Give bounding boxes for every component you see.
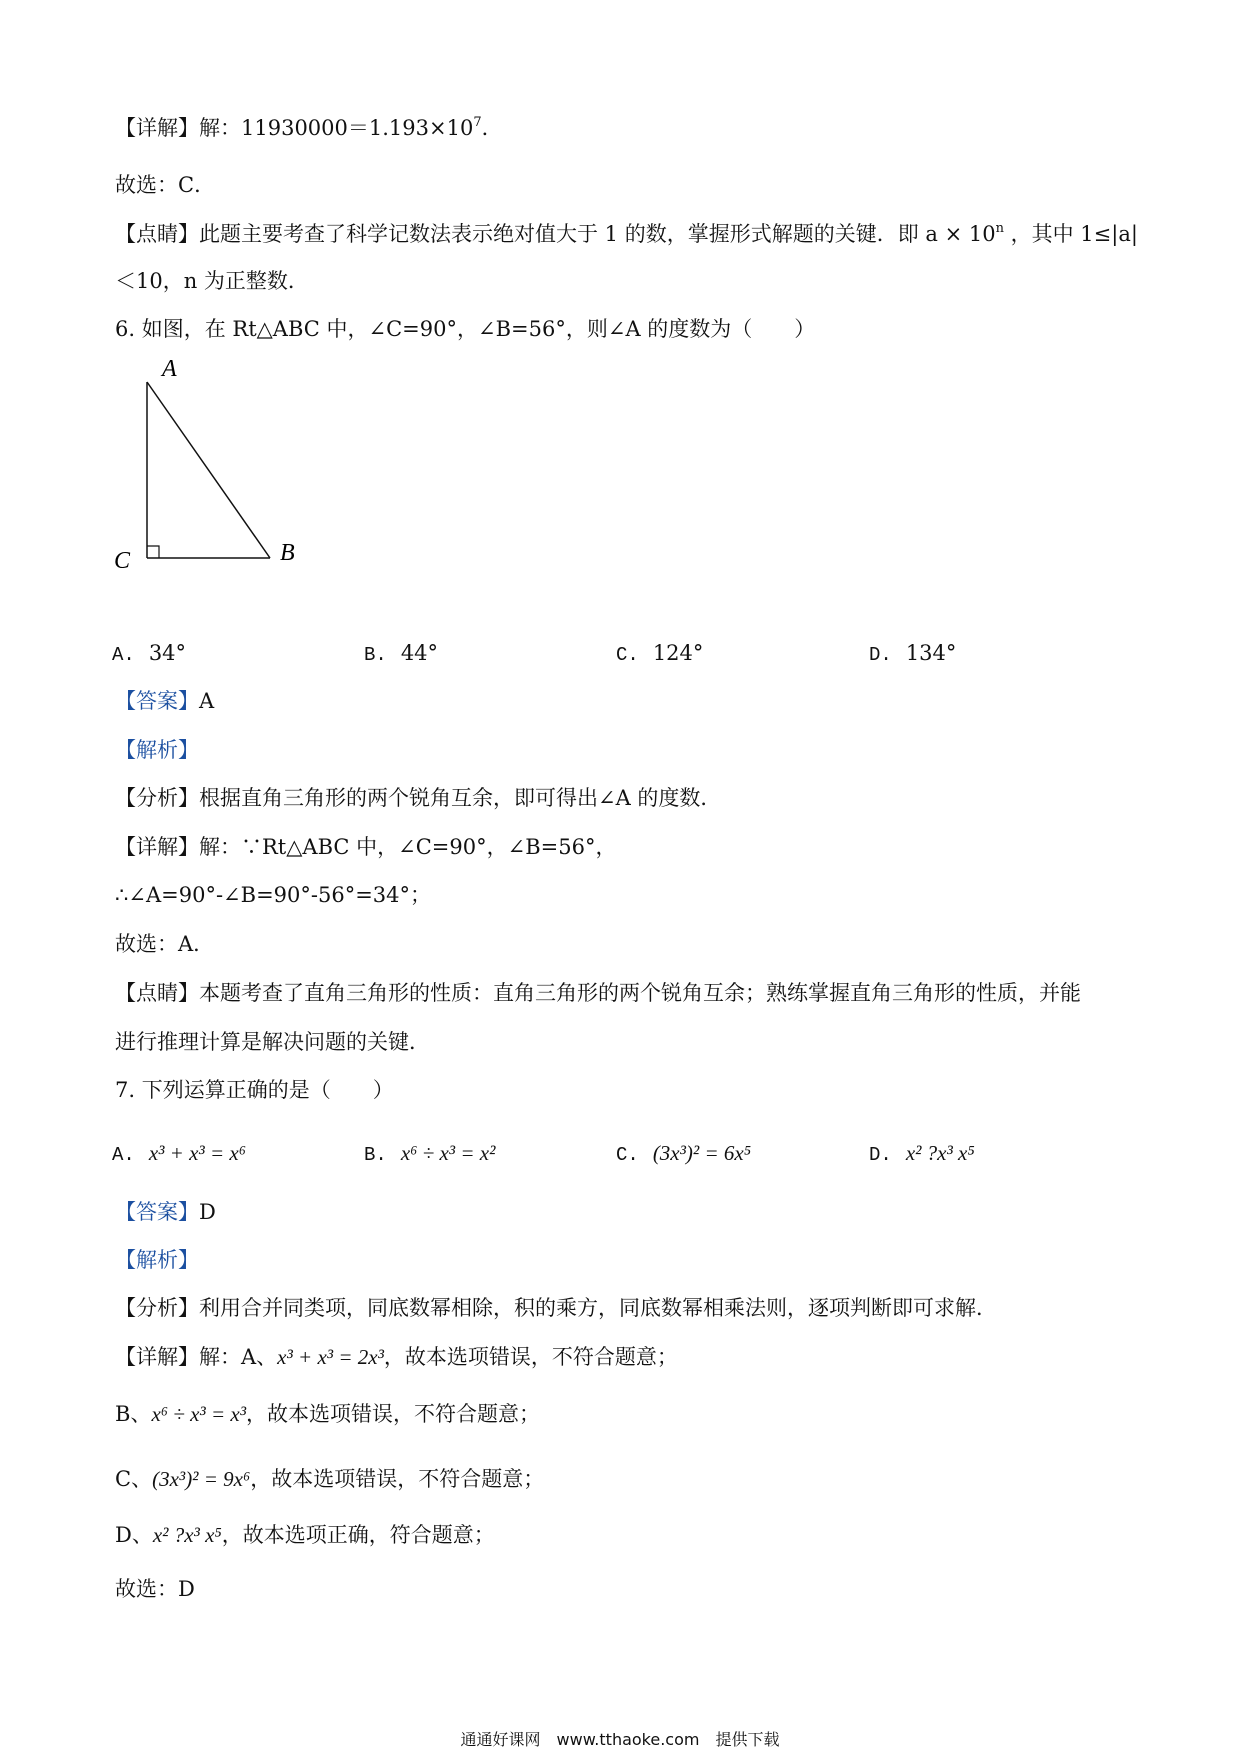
q6-option-b: B. 44° [364, 641, 439, 666]
q6-tips-2: 进行推理计算是解决问题的关键． [115, 1030, 430, 1054]
choose-line-q5: 故选：C． [115, 173, 216, 197]
q7-fenxi: 【分析】利用合并同类项，同底数幂相除，积的乘方，同底数幂相乘法则，逐项判断即可求解． [115, 1296, 997, 1320]
q7-detail-c: C、(3x³)² = 9x⁶，故本选项错误，不符合题意； [115, 1467, 545, 1491]
detail-line-q5 [115, 113, 503, 143]
question-7: 7. 下列运算正确的是（ ） [115, 1078, 394, 1102]
q7-option-d: D. x² ?x³ x⁵ [869, 1141, 975, 1166]
vertex-label-c: C [114, 548, 131, 574]
tips-text-2: ，其中 1≤|a| [1003, 222, 1138, 246]
tips-exponent: n [995, 221, 1004, 236]
q6-option-d: D. 134° [869, 641, 957, 666]
q6-answer: 【答案】A [115, 689, 215, 713]
q7-detail-d: D、x² ?x³ x⁵，故本选项正确，符合题意； [115, 1523, 495, 1547]
detail-tag: 【详解】 [115, 116, 199, 140]
q7-choose: 故选：D [115, 1577, 195, 1601]
q6-fenxi: 【分析】根据直角三角形的两个锐角互余，即可得出∠A 的度数． [115, 786, 722, 810]
q7-option-c: C. (3x³)² = 6x⁵ [616, 1141, 752, 1166]
q6-option-c: C. 124° [616, 641, 704, 666]
q6-option-a: A. 34° [112, 641, 187, 666]
q6-choose: 故选：A． [115, 932, 215, 956]
q6-detail-2: ∴∠A=90°-∠B=90°-56°=34°； [115, 883, 432, 907]
tips-tag: 【点睛】 [115, 222, 199, 246]
vertex-label-b: B [280, 540, 295, 566]
q6-tips-1: 【点睛】本题考查了直角三角形的性质：直角三角形的两个锐角互余；熟练掌握直角三角形的性质，并能 [115, 981, 1081, 1005]
detail-exponent: 7 [473, 115, 482, 130]
question-6: 6. 如图，在 Rt△ABC 中，∠C=90°，∠B=56°，则∠A 的度数为（ ） [115, 317, 816, 341]
tips-line2-q5: ＜10，n 为正整数． [115, 269, 309, 293]
tips-text-1: 此题主要考查了科学记数法表示绝对值大于 1 的数，掌握形式解题的关键．即 a × 10 [199, 222, 996, 246]
q6-detail-1: 【详解】解：∵Rt△ABC 中，∠C=90°，∠B=56°， [115, 835, 617, 859]
triangle-figure [100, 350, 320, 580]
q7-detail-b: B、x⁶ ÷ x³ = x³，故本选项错误，不符合题意； [115, 1402, 540, 1426]
detail-text: 解：11930000＝1.193×10 [199, 116, 474, 140]
q7-analysis-tag: 【解析】 [115, 1248, 199, 1272]
page-footer: 通通好课网 www.tthaoke.com 提供下载 [460, 1730, 780, 1749]
q7-detail-a: 【详解】解：A、x³ + x³ = 2x³，故本选项错误，不符合题意； [115, 1345, 678, 1369]
detail-tail: ． [481, 116, 503, 140]
right-angle-mark [147, 546, 159, 558]
q7-option-b: B. x⁶ ÷ x³ = x² [364, 1141, 496, 1166]
vertex-label-a: A [162, 356, 177, 382]
tips-line-q5 [115, 219, 1138, 249]
side-ab [147, 382, 270, 558]
q6-analysis-tag: 【解析】 [115, 738, 199, 762]
q7-answer: 【答案】D [115, 1200, 216, 1224]
q7-option-a: A. x³ + x³ = x⁶ [112, 1141, 247, 1166]
